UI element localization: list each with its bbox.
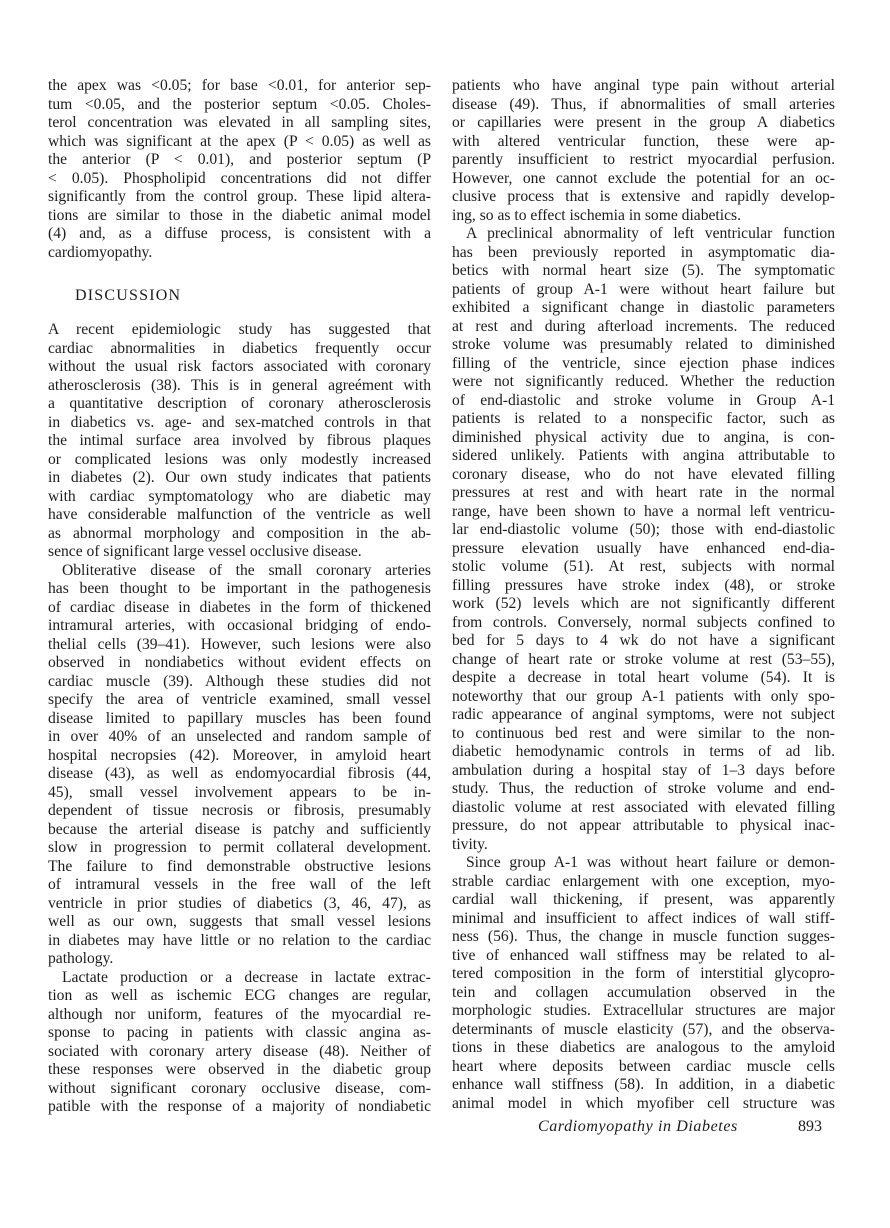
right-column-text: [452, 77, 835, 1113]
text-line: because the arterial disease is patchy and sufficiently: [48, 820, 431, 838]
text-line: tum <0.05, and the posterior septum <0.05. Choles-: [48, 95, 431, 113]
text-line: from controls. Conversely, normal subjects confined to: [452, 613, 835, 631]
text-line: patients is related to a nonspecific factor, such as: [452, 410, 835, 427]
text-line: a quantitative description of coronary atherosclerosis: [48, 395, 431, 412]
paragraph: [48, 321, 431, 562]
text-line: sence of significant large vessel occlusive disease.: [48, 543, 362, 560]
text-line: Since group A-1 was without heart failure or demon-: [466, 854, 835, 871]
text-line: radic appearance of anginal symptoms, were not subject: [452, 706, 835, 723]
text-line: without significant coronary occlusive disease, com-: [48, 1079, 431, 1097]
text-line: atherosclerosis (38). This is in general agreément with: [48, 376, 431, 394]
text-line: cardiomyopathy.: [48, 243, 153, 261]
text-line: these responses were observed in the diabetic group: [48, 1061, 431, 1078]
text-line: disease (49). Thus, if abnormalities of small arteries: [452, 95, 835, 113]
text-line: cardial wall thickening, if present, was apparently: [452, 891, 835, 908]
text-line: ambulation during a hospital stay of 1–3 days before: [452, 761, 835, 779]
text-line: observed in nondiabetics without evident effects on: [48, 654, 431, 671]
text-line: Lactate production or a decrease in lactate extrac-: [62, 968, 431, 986]
page-number: 893: [798, 1118, 822, 1135]
text-line: in diabetes (2). Our own study indicates that patients: [48, 469, 431, 486]
text-line: coronary disease, who do not have elevated filling: [452, 465, 835, 483]
text-line: sponse to pacing in patients with classic angina as-: [48, 1024, 431, 1041]
text-line: < 0.05). Phospholipid concentrations did not differ: [48, 169, 431, 187]
text-line: tions in these diabetics are analogous to the amyloid: [452, 1039, 835, 1056]
text-line: work (52) levels which are not significantly different: [452, 595, 835, 612]
text-line: pressures at rest and with heart rate in the normal: [452, 484, 835, 501]
paragraph: [452, 225, 835, 854]
text-line: stolic volume (51). At rest, subjects with normal: [452, 558, 835, 575]
text-line: minimal and insufficient to affect indices of wall stiff-: [452, 909, 835, 927]
text-line: filling pressures have stroke index (48), or stroke: [452, 576, 835, 594]
text-line: intramural arteries, with occasional bridging of endo-: [48, 617, 431, 634]
text-line: tion as well as ischemic ECG changes are regular,: [48, 987, 431, 1004]
paragraph: [48, 77, 431, 262]
text-line: without the usual risk factors associated with coronary: [48, 358, 431, 375]
text-line: were not significantly reduced. Whether the reduction: [452, 373, 835, 390]
text-line: Obliterative disease of the small coronary arteries: [62, 561, 431, 579]
text-line: the anterior (P < 0.01), and posterior septum (P: [48, 151, 431, 168]
text-line: (4) and, as a diffuse process, is consistent with a: [48, 225, 431, 242]
text-line: dependent of tissue necrosis or fibrosis, presumably: [48, 802, 431, 819]
text-line: study. Thus, the reduction of stroke volume and end-: [452, 780, 835, 797]
text-line: change of heart rate or stroke volume at rest (53–55),: [452, 650, 835, 668]
text-line: patients of group A-1 were without heart failure but: [452, 280, 835, 298]
text-line: tions are similar to those in the diabetic animal model: [48, 206, 431, 224]
text-line: determinants of muscle elasticity (57), and the observa-: [452, 1020, 835, 1038]
text-line: A recent epidemiologic study has suggested that: [48, 321, 431, 338]
text-line: enhance wall stiffness (58). In addition, in a diabetic: [452, 1076, 835, 1093]
text-line: The failure to find demonstrable obstructive lesions: [48, 857, 431, 875]
text-line: noteworthy that our group A-1 patients with only spo-: [452, 687, 835, 705]
text-line: However, one cannot exclude the potential for an oc-: [452, 169, 835, 187]
text-line: despite a decrease in total heart volume (54). It is: [452, 669, 835, 686]
text-line: well as our own, suggests that small vessel lesions: [48, 913, 431, 930]
text-line: specify the area of ventricle examined, small vessel: [48, 691, 431, 708]
text-line: 45), small vessel involvement appears to be in-: [48, 783, 431, 801]
text-line: bed for 5 days to 4 wk do not have a significant: [452, 632, 835, 649]
text-line: ing, so as to effect ischemia in some diabetics.: [452, 206, 741, 224]
text-line: pressure elevation usually have enhanced end-dia-: [452, 539, 835, 557]
text-line: heart where deposits between cardiac muscle cells: [452, 1057, 835, 1075]
text-line: range, have been shown to have a normal left ventricu-: [452, 502, 835, 520]
text-line: tein and collagen accumulation observed in the: [452, 983, 835, 1001]
text-line: or complicated lesions was only modestly increased: [48, 450, 431, 468]
paragraph: [452, 77, 835, 225]
text-line: have considerable malfunction of the ventricle as well: [48, 506, 431, 523]
text-line: in diabetes may have little or no relation to the cardiac: [48, 931, 431, 949]
text-line: diminished physical activity due to angina, is con-: [452, 428, 835, 446]
text-line: pathology.: [48, 950, 114, 967]
text-line: cardiac abnormalities in diabetics frequently occur: [48, 339, 431, 357]
text-line: stroke volume was presumably related to diminished: [452, 336, 835, 353]
text-line: cardiac muscle (39). Although these studies did not: [48, 672, 431, 690]
text-line: disease (43), as well as endomyocardial fibrosis (44,: [48, 765, 431, 782]
text-line: strable cardiac enlargement with one exception, myo-: [452, 872, 835, 890]
text-line: patible with the response of a majority of nondiabetic: [48, 1098, 431, 1115]
text-line: tered composition in the form of interstitial glycopro-: [452, 965, 835, 982]
text-line: in diabetics vs. age- and sex-matched controls in that: [48, 413, 431, 431]
running-title: Cardiomyopathy in Diabetes: [538, 1118, 738, 1135]
text-line: slow in progression to permit collateral development.: [48, 839, 431, 856]
text-line: tivity.: [452, 835, 488, 853]
text-line: or capillaries were present in the group A diabetics: [452, 114, 835, 131]
text-line: although nor uniform, features of the myocardial re-: [48, 1005, 431, 1023]
text-line: thelial cells (39–41). However, such lesions were also: [48, 635, 431, 653]
text-line: pressure, do not appear attributable to physical inac-: [452, 817, 835, 834]
left-column-discussion-text: [48, 321, 431, 1117]
text-line: as abnormal morphology and composition in the ab-: [48, 524, 431, 542]
text-line: hospital necropsies (42). Moreover, in amyloid heart: [48, 746, 431, 764]
text-line: sociated with coronary artery disease (48). Neither of: [48, 1042, 431, 1060]
text-line: has been previously reported in asymptomatic dia-: [452, 243, 835, 261]
text-line: filling of the ventricle, since ejection phase indices: [452, 354, 835, 372]
text-line: at rest and during afterload increments. The reduced: [452, 317, 835, 335]
text-line: the intimal surface area involved by fibrous plaques: [48, 432, 431, 449]
text-line: parently insufficient to restrict myocardial perfusion.: [452, 151, 835, 168]
text-line: clusive process that is extensive and rapidly develop-: [452, 188, 835, 205]
text-line: of cardiac disease in diabetes in the form of thickened: [48, 598, 431, 616]
paragraph: [452, 854, 835, 1113]
text-line: sidered unlikely. Patients with angina attributable to: [452, 447, 835, 464]
text-line: in over 40% of an unselected and random sample of: [48, 728, 431, 745]
text-line: has been thought to be important in the pathogenesis: [48, 580, 431, 597]
text-line: tive of enhanced wall stiffness may be related to al-: [452, 946, 835, 964]
left-column-top-text: [48, 77, 431, 262]
text-line: terol concentration was elevated in all sampling sites,: [48, 114, 431, 131]
text-line: to continuous bed rest and were similar to the non-: [452, 724, 835, 742]
text-line: exhibited a significant change in diastolic parameters: [452, 299, 835, 316]
section-heading-discussion: DISCUSSION: [75, 287, 182, 304]
text-line: ness (56). Thus, the change in muscle function sugges-: [452, 928, 835, 945]
paragraph: [48, 969, 431, 1117]
text-line: diabetic hemodynamic controls in terms of ad lib.: [452, 743, 835, 760]
text-line: patients who have anginal type pain without arterial: [452, 77, 835, 94]
text-line: diastolic volume at rest associated with elevated filling: [452, 798, 835, 816]
text-line: morphologic studies. Extracellular structures are major: [452, 1002, 835, 1019]
text-line: animal model in which myofiber cell structure was: [452, 1094, 835, 1112]
paragraph: [48, 562, 431, 969]
text-line: which was significant at the apex (P < 0.05) as well as: [48, 132, 431, 150]
text-line: betics with normal heart size (5). The symptomatic: [452, 262, 835, 279]
text-line: of end-diastolic and stroke volume in Group A-1: [452, 391, 835, 409]
text-line: significantly from the control group. These lipid altera-: [48, 188, 431, 205]
text-line: of intramural vessels in the free wall of the left: [48, 876, 431, 893]
text-line: with altered ventricular function, these were ap-: [452, 132, 835, 150]
text-line: with cardiac symptomatology who are diabetic may: [48, 487, 431, 505]
text-line: ventricle in prior studies of diabetics (3, 46, 47), as: [48, 894, 431, 912]
text-line: the apex was <0.05; for base <0.01, for anterior sep-: [48, 77, 431, 94]
text-line: lar end-diastolic volume (50); those with end-diastolic: [452, 521, 835, 538]
text-line: A preclinical abnormality of left ventricular function: [466, 225, 835, 242]
text-line: disease limited to papillary muscles has been found: [48, 709, 431, 727]
